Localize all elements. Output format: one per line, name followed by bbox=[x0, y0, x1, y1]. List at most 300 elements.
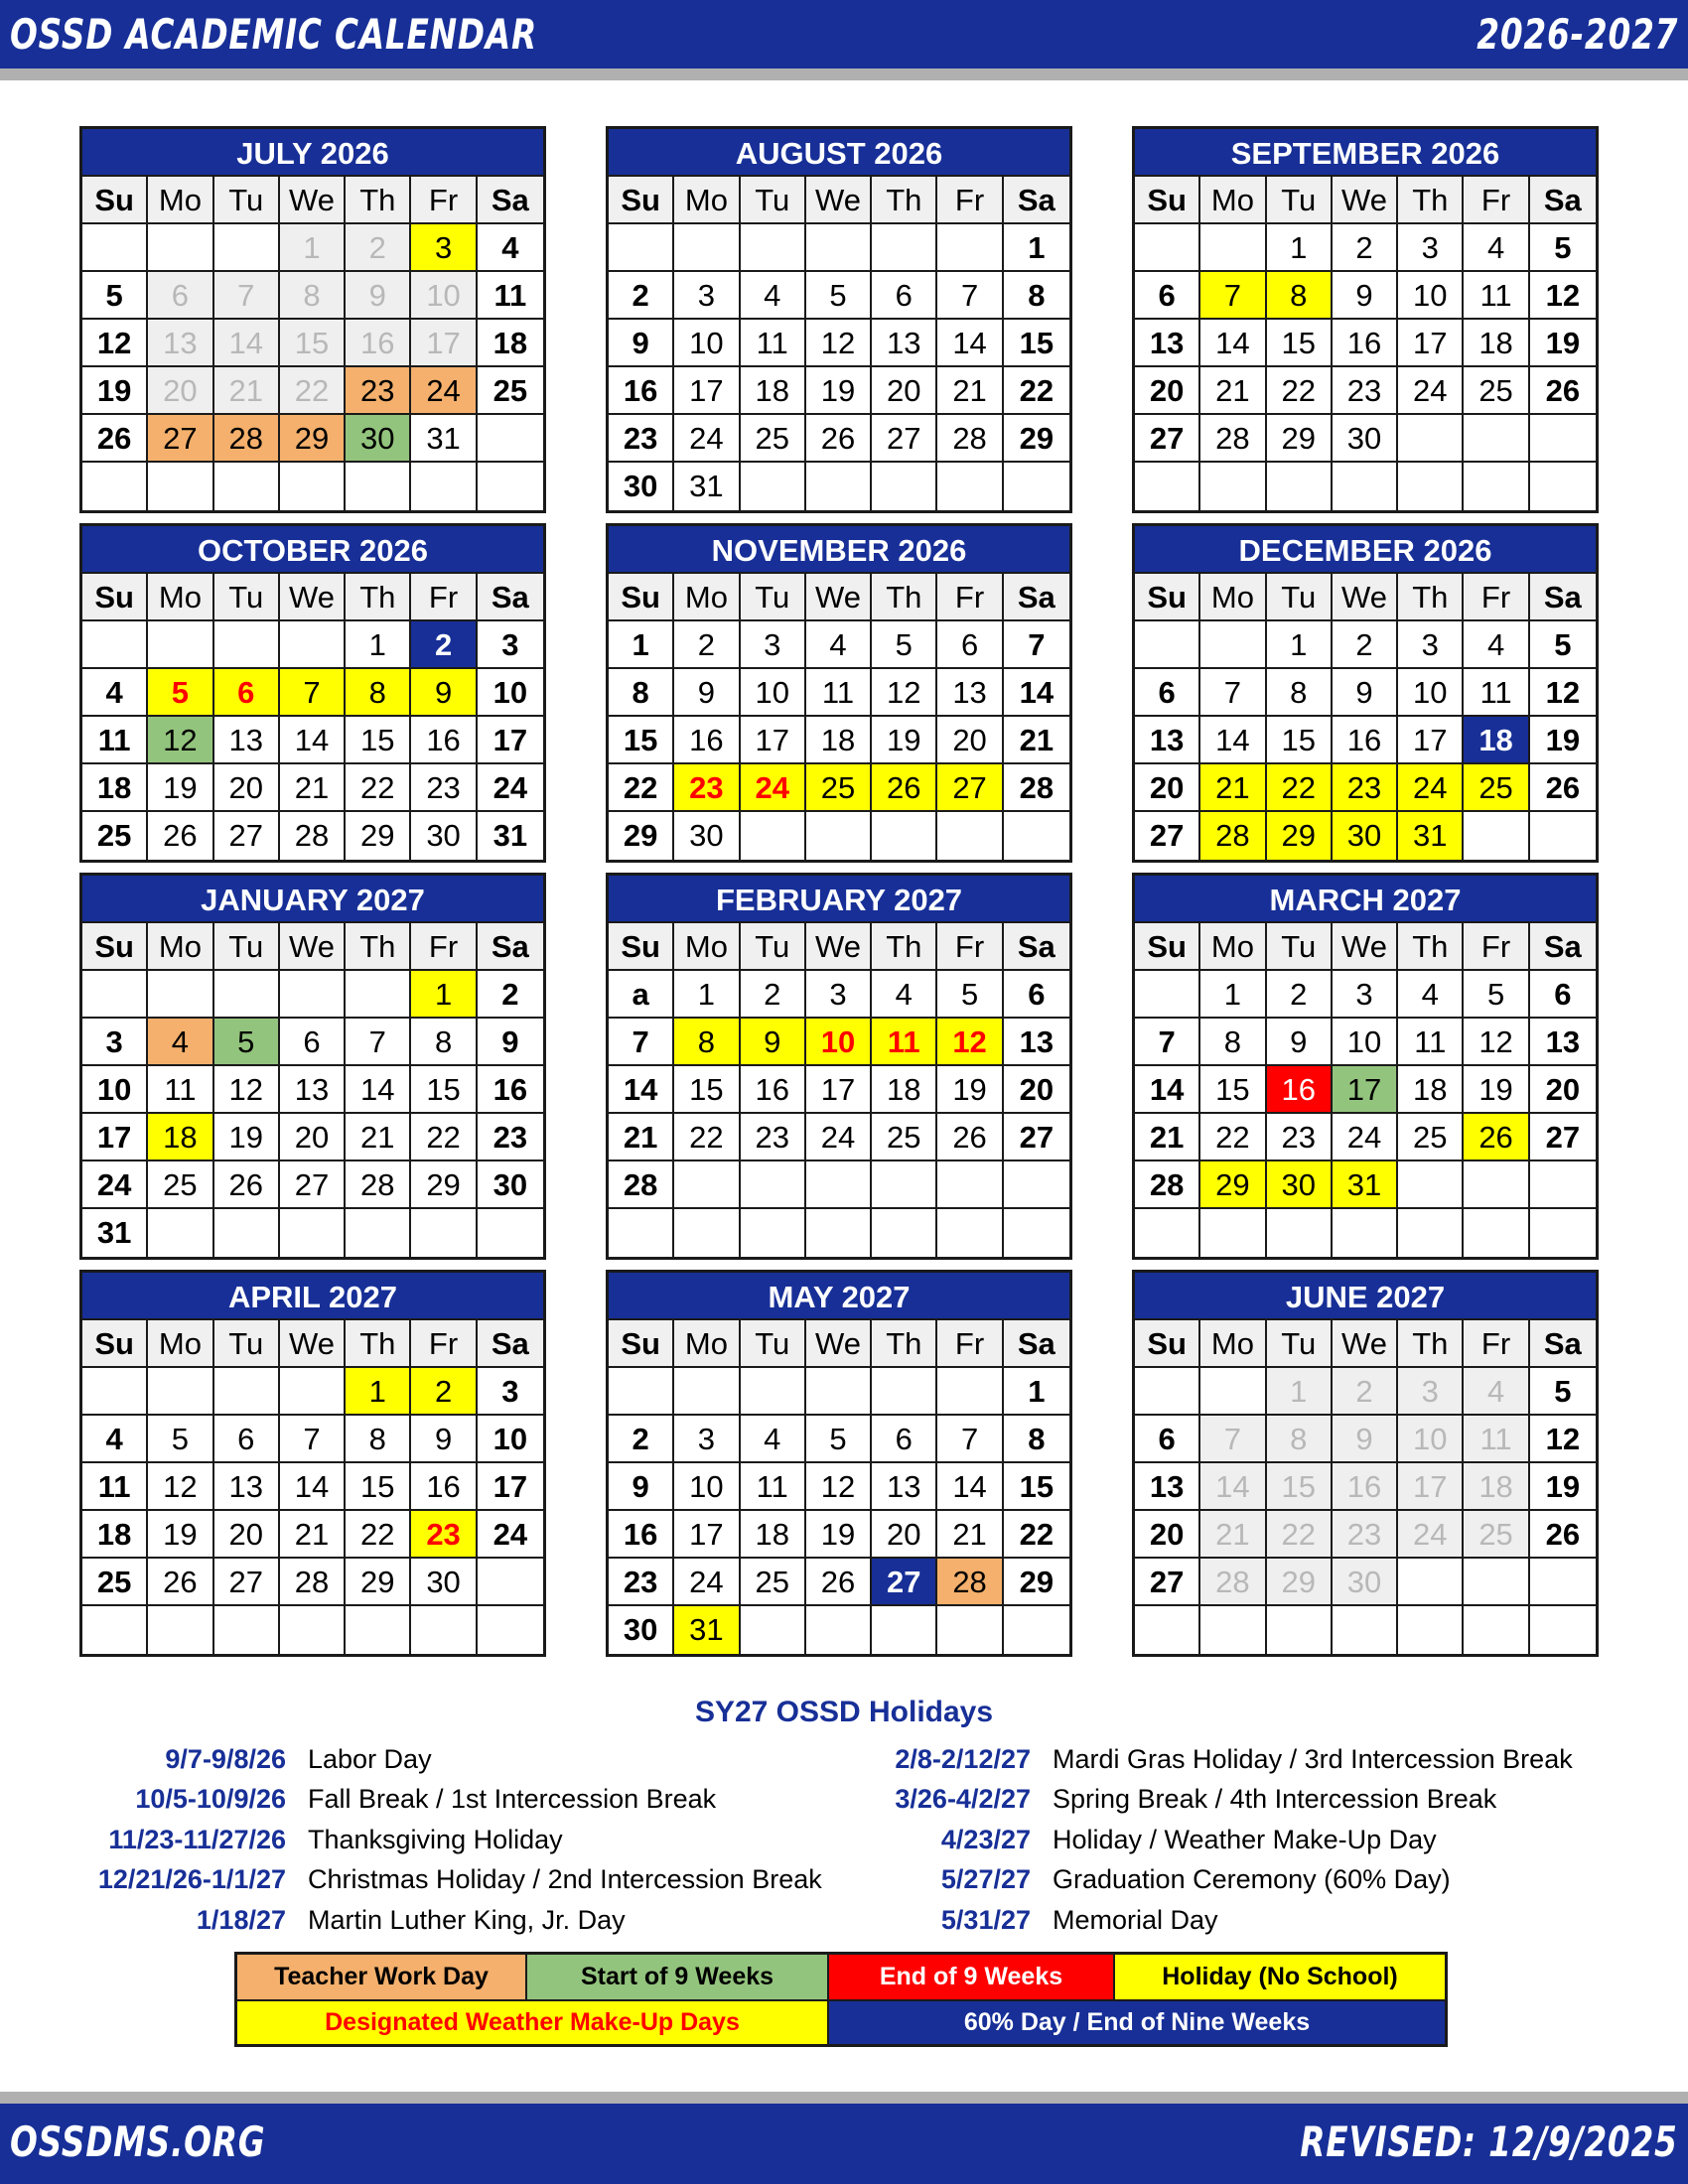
day-cell: 4 bbox=[1464, 621, 1529, 669]
empty-cell bbox=[1004, 463, 1069, 510]
day-cell: 13 bbox=[214, 717, 280, 764]
day-cell: 1 bbox=[280, 224, 346, 272]
day-cell: 20 bbox=[214, 764, 280, 812]
day-cell: 17 bbox=[674, 1511, 740, 1559]
empty-cell bbox=[1267, 463, 1333, 510]
day-cell: 12 bbox=[214, 1066, 280, 1114]
empty-cell bbox=[741, 1606, 806, 1654]
weekday-header: Sa bbox=[478, 574, 543, 621]
day-cell: 14 bbox=[1135, 1066, 1200, 1114]
weekday-header: Mo bbox=[148, 1320, 213, 1368]
day-cell: 26 bbox=[872, 764, 937, 812]
day-cell: 15 bbox=[1004, 320, 1069, 367]
day-cell: 28 bbox=[214, 415, 280, 463]
day-cell: 10 bbox=[1398, 1416, 1464, 1463]
month-title: FEBRUARY 2027 bbox=[609, 876, 1069, 923]
empty-cell bbox=[1135, 463, 1200, 510]
day-cell: 19 bbox=[872, 717, 937, 764]
day-cell: 20 bbox=[214, 1511, 280, 1559]
day-cell: 28 bbox=[1200, 415, 1266, 463]
day-cell: 7 bbox=[609, 1019, 674, 1066]
day-cell: 1 bbox=[411, 971, 477, 1019]
day-cell: 6 bbox=[1004, 971, 1069, 1019]
empty-cell bbox=[1004, 1209, 1069, 1257]
weekday-header: Th bbox=[346, 923, 411, 971]
day-cell: 7 bbox=[937, 1416, 1003, 1463]
day-cell: 28 bbox=[280, 1559, 346, 1606]
day-cell: 18 bbox=[148, 1114, 213, 1161]
empty-cell bbox=[806, 224, 872, 272]
day-cell: 18 bbox=[741, 1511, 806, 1559]
day-cell: 14 bbox=[1200, 717, 1266, 764]
header-stripe bbox=[0, 68, 1688, 80]
day-cell: 24 bbox=[674, 415, 740, 463]
day-cell: 18 bbox=[1464, 320, 1529, 367]
day-cell: 10 bbox=[82, 1066, 148, 1114]
weekday-header: Tu bbox=[214, 1320, 280, 1368]
empty-cell bbox=[741, 1161, 806, 1209]
day-cell: 22 bbox=[411, 1114, 477, 1161]
day-cell: 4 bbox=[1398, 971, 1464, 1019]
day-cell: 27 bbox=[214, 812, 280, 860]
day-cell: 7 bbox=[937, 272, 1003, 320]
holiday-item bbox=[60, 1900, 822, 1941]
day-cell: 25 bbox=[82, 812, 148, 860]
holiday-desc: Martin Luther King, Jr. Day bbox=[308, 1904, 626, 1935]
month-title: AUGUST 2026 bbox=[609, 129, 1069, 177]
weekday-header: Tu bbox=[214, 574, 280, 621]
day-cell: 19 bbox=[937, 1066, 1003, 1114]
empty-cell bbox=[346, 1606, 411, 1654]
day-cell: 4 bbox=[82, 669, 148, 717]
day-cell: 17 bbox=[1398, 320, 1464, 367]
weekday-header: Fr bbox=[937, 177, 1003, 224]
empty-cell bbox=[1398, 1559, 1464, 1606]
day-cell: 3 bbox=[806, 971, 872, 1019]
empty-cell bbox=[1530, 1559, 1596, 1606]
day-cell: 2 bbox=[411, 1368, 477, 1416]
weekday-header: Tu bbox=[214, 923, 280, 971]
empty-cell bbox=[872, 1209, 937, 1257]
month-calendar bbox=[606, 1270, 1072, 1657]
weekday-header: We bbox=[280, 177, 346, 224]
weekday-header: Th bbox=[346, 1320, 411, 1368]
day-cell: 25 bbox=[148, 1161, 213, 1209]
month-title: OCTOBER 2026 bbox=[82, 526, 543, 574]
day-cell: 13 bbox=[214, 1463, 280, 1511]
holiday-date: 1/18/27 bbox=[196, 1904, 286, 1935]
day-cell: 29 bbox=[346, 812, 411, 860]
day-cell: 26 bbox=[937, 1114, 1003, 1161]
day-cell: 9 bbox=[411, 1416, 477, 1463]
day-cell: 3 bbox=[1333, 971, 1398, 1019]
day-cell: 17 bbox=[411, 320, 477, 367]
day-cell: 11 bbox=[1464, 1416, 1529, 1463]
day-cell: 26 bbox=[1464, 1114, 1529, 1161]
day-cell: 9 bbox=[1333, 669, 1398, 717]
day-cell: 27 bbox=[937, 764, 1003, 812]
day-cell: 29 bbox=[1200, 1161, 1266, 1209]
day-cell: 30 bbox=[478, 1161, 543, 1209]
legend-start-9-weeks: Start of 9 Weeks bbox=[527, 1955, 829, 1999]
empty-cell bbox=[741, 1368, 806, 1416]
month-title: SEPTEMBER 2026 bbox=[1135, 129, 1596, 177]
day-cell: 15 bbox=[609, 717, 674, 764]
day-cell: 14 bbox=[1004, 669, 1069, 717]
weekday-header: Su bbox=[82, 1320, 148, 1368]
empty-cell bbox=[214, 1209, 280, 1257]
month-title: JUNE 2027 bbox=[1135, 1273, 1596, 1320]
weekday-header: Tu bbox=[1267, 923, 1333, 971]
day-cell: 14 bbox=[280, 1463, 346, 1511]
month-calendar bbox=[1132, 126, 1599, 513]
empty-cell bbox=[148, 1209, 213, 1257]
day-cell: 28 bbox=[346, 1161, 411, 1209]
day-cell: 6 bbox=[1530, 971, 1596, 1019]
empty-cell bbox=[280, 1606, 346, 1654]
day-cell: 11 bbox=[478, 272, 543, 320]
empty-cell bbox=[411, 1606, 477, 1654]
holiday-date: 12/21/26-1/1/27 bbox=[97, 1864, 286, 1895]
legend-sixty-percent-day: 60% Day / End of Nine Weeks bbox=[829, 2001, 1445, 2044]
day-cell: 25 bbox=[741, 415, 806, 463]
day-cell: 1 bbox=[1267, 224, 1333, 272]
day-cell: 22 bbox=[280, 367, 346, 415]
day-cell: 25 bbox=[1398, 1114, 1464, 1161]
weekday-header: Sa bbox=[478, 177, 543, 224]
day-cell: 11 bbox=[82, 1463, 148, 1511]
day-cell: 12 bbox=[806, 320, 872, 367]
day-cell: 6 bbox=[872, 272, 937, 320]
day-cell: 28 bbox=[1200, 1559, 1266, 1606]
day-cell: 12 bbox=[1530, 272, 1596, 320]
day-cell: 2 bbox=[741, 971, 806, 1019]
day-cell: 1 bbox=[674, 971, 740, 1019]
day-cell: 4 bbox=[82, 1416, 148, 1463]
day-cell: 21 bbox=[1200, 1511, 1266, 1559]
day-cell: 6 bbox=[1135, 1416, 1200, 1463]
day-cell: 4 bbox=[741, 1416, 806, 1463]
day-cell: 10 bbox=[478, 669, 543, 717]
holiday-date: 4/23/27 bbox=[940, 1824, 1031, 1854]
day-cell: 30 bbox=[1333, 1559, 1398, 1606]
day-cell: 24 bbox=[741, 764, 806, 812]
day-cell: 31 bbox=[411, 415, 477, 463]
day-cell: 8 bbox=[280, 272, 346, 320]
empty-cell bbox=[872, 812, 937, 860]
weekday-header: Mo bbox=[674, 923, 740, 971]
day-cell: 27 bbox=[1004, 1114, 1069, 1161]
school-year: 2026-2027 bbox=[1477, 10, 1678, 59]
month-calendar bbox=[606, 873, 1072, 1260]
day-cell: 2 bbox=[411, 621, 477, 669]
day-cell: 3 bbox=[1398, 621, 1464, 669]
weekday-header: Mo bbox=[674, 177, 740, 224]
empty-cell bbox=[1267, 1209, 1333, 1257]
day-cell: 2 bbox=[346, 224, 411, 272]
day-cell: 16 bbox=[1333, 717, 1398, 764]
day-cell: 24 bbox=[1398, 1511, 1464, 1559]
day-cell: 5 bbox=[1530, 621, 1596, 669]
day-cell: 12 bbox=[148, 717, 213, 764]
weekday-header: Th bbox=[346, 574, 411, 621]
day-cell: 30 bbox=[411, 1559, 477, 1606]
day-cell: 31 bbox=[1398, 812, 1464, 860]
day-cell: 19 bbox=[148, 1511, 213, 1559]
day-cell: 17 bbox=[1333, 1066, 1398, 1114]
month-calendar bbox=[79, 126, 546, 513]
day-cell: 26 bbox=[82, 415, 148, 463]
day-cell: 22 bbox=[1267, 367, 1333, 415]
day-cell: 30 bbox=[609, 1606, 674, 1654]
holiday-date: 9/7-9/8/26 bbox=[165, 1743, 286, 1774]
day-cell: 9 bbox=[1267, 1019, 1333, 1066]
day-cell: 18 bbox=[1464, 1463, 1529, 1511]
day-cell: 29 bbox=[1267, 812, 1333, 860]
day-cell: 7 bbox=[1200, 1416, 1266, 1463]
day-cell: 24 bbox=[674, 1559, 740, 1606]
legend-holiday: Holiday (No School) bbox=[1115, 1955, 1445, 1999]
day-cell: 15 bbox=[1267, 1463, 1333, 1511]
day-cell: 20 bbox=[1135, 764, 1200, 812]
empty-cell bbox=[1135, 1209, 1200, 1257]
day-cell: 11 bbox=[82, 717, 148, 764]
empty-cell bbox=[82, 224, 148, 272]
holiday-item bbox=[854, 1900, 1573, 1941]
month-title: NOVEMBER 2026 bbox=[609, 526, 1069, 574]
day-cell: 4 bbox=[148, 1019, 213, 1066]
day-cell: 22 bbox=[1004, 367, 1069, 415]
day-cell: 19 bbox=[1530, 1463, 1596, 1511]
day-cell: 24 bbox=[806, 1114, 872, 1161]
day-cell: 15 bbox=[346, 1463, 411, 1511]
empty-cell bbox=[214, 224, 280, 272]
day-cell: 12 bbox=[1530, 669, 1596, 717]
day-cell: 18 bbox=[741, 367, 806, 415]
day-cell: 22 bbox=[346, 764, 411, 812]
day-cell: 19 bbox=[806, 367, 872, 415]
day-cell: 21 bbox=[609, 1114, 674, 1161]
weekday-header: Fr bbox=[411, 574, 477, 621]
weekday-header: Fr bbox=[937, 1320, 1003, 1368]
day-cell: 30 bbox=[1333, 415, 1398, 463]
day-cell: 16 bbox=[411, 717, 477, 764]
weekday-header: Su bbox=[609, 177, 674, 224]
day-cell: 30 bbox=[346, 415, 411, 463]
month-calendar bbox=[79, 1270, 546, 1657]
day-cell: 26 bbox=[1530, 367, 1596, 415]
day-cell: 28 bbox=[609, 1161, 674, 1209]
empty-cell bbox=[214, 1368, 280, 1416]
empty-cell bbox=[1464, 1209, 1529, 1257]
day-cell: 16 bbox=[741, 1066, 806, 1114]
empty-cell bbox=[1464, 415, 1529, 463]
color-legend bbox=[234, 1952, 1448, 2047]
day-cell: 8 bbox=[1004, 272, 1069, 320]
day-cell: 14 bbox=[214, 320, 280, 367]
weekday-header: Tu bbox=[741, 574, 806, 621]
day-cell: 18 bbox=[872, 1066, 937, 1114]
day-cell: 10 bbox=[478, 1416, 543, 1463]
weekday-header: Su bbox=[82, 574, 148, 621]
day-cell: 7 bbox=[280, 669, 346, 717]
weekday-header: Tu bbox=[741, 923, 806, 971]
weekday-header: Sa bbox=[1530, 177, 1596, 224]
empty-cell bbox=[872, 1368, 937, 1416]
day-cell: 3 bbox=[82, 1019, 148, 1066]
day-cell: 29 bbox=[1267, 1559, 1333, 1606]
holiday-item bbox=[854, 1780, 1573, 1821]
empty-cell bbox=[872, 1606, 937, 1654]
day-cell: 12 bbox=[937, 1019, 1003, 1066]
day-cell: 2 bbox=[1333, 621, 1398, 669]
holiday-date: 2/8-2/12/27 bbox=[895, 1743, 1031, 1774]
month-title: MAY 2027 bbox=[609, 1273, 1069, 1320]
weekday-header: We bbox=[280, 923, 346, 971]
day-cell: 10 bbox=[674, 320, 740, 367]
day-cell: 6 bbox=[872, 1416, 937, 1463]
day-cell: 13 bbox=[1530, 1019, 1596, 1066]
day-cell: 25 bbox=[806, 764, 872, 812]
day-cell: 23 bbox=[674, 764, 740, 812]
day-cell: 9 bbox=[411, 669, 477, 717]
day-cell: 30 bbox=[1267, 1161, 1333, 1209]
day-cell: 25 bbox=[1464, 1511, 1529, 1559]
day-cell: 15 bbox=[1267, 320, 1333, 367]
website-link[interactable]: OSSDMS.ORG bbox=[10, 2117, 266, 2166]
day-cell: 20 bbox=[148, 367, 213, 415]
day-cell: 5 bbox=[872, 621, 937, 669]
day-cell: 1 bbox=[1004, 1368, 1069, 1416]
day-cell: 7 bbox=[214, 272, 280, 320]
day-cell: 23 bbox=[346, 367, 411, 415]
day-cell: 6 bbox=[937, 621, 1003, 669]
day-cell: 25 bbox=[82, 1559, 148, 1606]
day-cell: 23 bbox=[411, 1511, 477, 1559]
empty-cell bbox=[1333, 463, 1398, 510]
day-cell: 13 bbox=[937, 669, 1003, 717]
day-cell: 16 bbox=[411, 1463, 477, 1511]
weekday-header: Su bbox=[1135, 574, 1200, 621]
day-cell: 26 bbox=[148, 1559, 213, 1606]
day-cell: 3 bbox=[674, 1416, 740, 1463]
empty-cell bbox=[148, 224, 213, 272]
day-cell: 8 bbox=[346, 669, 411, 717]
empty-cell bbox=[1530, 415, 1596, 463]
day-cell: 23 bbox=[1333, 367, 1398, 415]
day-cell: 27 bbox=[214, 1559, 280, 1606]
day-cell: 14 bbox=[937, 1463, 1003, 1511]
day-cell: 11 bbox=[148, 1066, 213, 1114]
empty-cell bbox=[674, 1161, 740, 1209]
month-calendar bbox=[1132, 523, 1599, 863]
day-cell: 7 bbox=[1200, 272, 1266, 320]
weekday-header: Su bbox=[1135, 1320, 1200, 1368]
day-cell: 13 bbox=[872, 320, 937, 367]
day-cell: 2 bbox=[609, 272, 674, 320]
day-cell: 10 bbox=[1398, 669, 1464, 717]
empty-cell bbox=[346, 971, 411, 1019]
day-cell: 23 bbox=[478, 1114, 543, 1161]
day-cell: 1 bbox=[1200, 971, 1266, 1019]
day-cell: 31 bbox=[674, 463, 740, 510]
empty-cell bbox=[148, 1368, 213, 1416]
day-cell: 3 bbox=[1398, 224, 1464, 272]
day-cell: 16 bbox=[674, 717, 740, 764]
day-cell: 2 bbox=[1267, 971, 1333, 1019]
weekday-header: Th bbox=[872, 574, 937, 621]
weekday-header: Mo bbox=[148, 574, 213, 621]
weekday-header: Sa bbox=[1004, 177, 1069, 224]
day-cell: 27 bbox=[872, 1559, 937, 1606]
empty-cell bbox=[872, 1161, 937, 1209]
empty-cell bbox=[741, 1209, 806, 1257]
day-cell: 11 bbox=[1464, 272, 1529, 320]
day-cell: 7 bbox=[280, 1416, 346, 1463]
holiday-date: 5/27/27 bbox=[940, 1864, 1031, 1895]
day-cell: 15 bbox=[346, 717, 411, 764]
empty-cell bbox=[937, 1368, 1003, 1416]
day-cell: 2 bbox=[1333, 1368, 1398, 1416]
empty-cell bbox=[806, 1606, 872, 1654]
empty-cell bbox=[1398, 463, 1464, 510]
day-cell: 23 bbox=[1267, 1114, 1333, 1161]
day-cell: 13 bbox=[1135, 320, 1200, 367]
weekday-header: We bbox=[806, 574, 872, 621]
day-cell: 23 bbox=[741, 1114, 806, 1161]
day-cell: 30 bbox=[674, 812, 740, 860]
day-cell: 19 bbox=[1530, 320, 1596, 367]
empty-cell bbox=[741, 224, 806, 272]
empty-cell bbox=[806, 1368, 872, 1416]
empty-cell bbox=[1135, 1606, 1200, 1654]
day-cell: 22 bbox=[609, 764, 674, 812]
day-cell: 27 bbox=[872, 415, 937, 463]
empty-cell bbox=[937, 1209, 1003, 1257]
weekday-header: Su bbox=[609, 923, 674, 971]
day-cell: 4 bbox=[1464, 224, 1529, 272]
empty-cell bbox=[1464, 1606, 1529, 1654]
day-cell: 9 bbox=[609, 320, 674, 367]
day-cell: 24 bbox=[1333, 1114, 1398, 1161]
holiday-desc: Labor Day bbox=[308, 1743, 432, 1774]
empty-cell bbox=[1135, 1368, 1200, 1416]
weekday-header: Fr bbox=[411, 177, 477, 224]
empty-cell bbox=[1200, 1368, 1266, 1416]
day-cell: 13 bbox=[1135, 1463, 1200, 1511]
weekday-header: Tu bbox=[1267, 1320, 1333, 1368]
month-calendar bbox=[79, 873, 546, 1260]
day-cell: 18 bbox=[1464, 717, 1529, 764]
day-cell: 19 bbox=[82, 367, 148, 415]
holiday-desc: Thanksgiving Holiday bbox=[308, 1824, 563, 1854]
weekday-header: Fr bbox=[411, 923, 477, 971]
day-cell: 18 bbox=[1398, 1066, 1464, 1114]
holidays-title: SY27 OSSD Holidays bbox=[694, 1696, 994, 1728]
day-cell: 7 bbox=[346, 1019, 411, 1066]
day-cell: 24 bbox=[478, 1511, 543, 1559]
empty-cell bbox=[1135, 971, 1200, 1019]
day-cell: 23 bbox=[1333, 764, 1398, 812]
day-cell: 18 bbox=[82, 1511, 148, 1559]
day-cell: 25 bbox=[1464, 764, 1529, 812]
day-cell: 27 bbox=[280, 1161, 346, 1209]
empty-cell bbox=[937, 1606, 1003, 1654]
weekday-header: Sa bbox=[478, 1320, 543, 1368]
day-cell: 21 bbox=[1200, 367, 1266, 415]
empty-cell bbox=[741, 463, 806, 510]
day-cell: 14 bbox=[609, 1066, 674, 1114]
